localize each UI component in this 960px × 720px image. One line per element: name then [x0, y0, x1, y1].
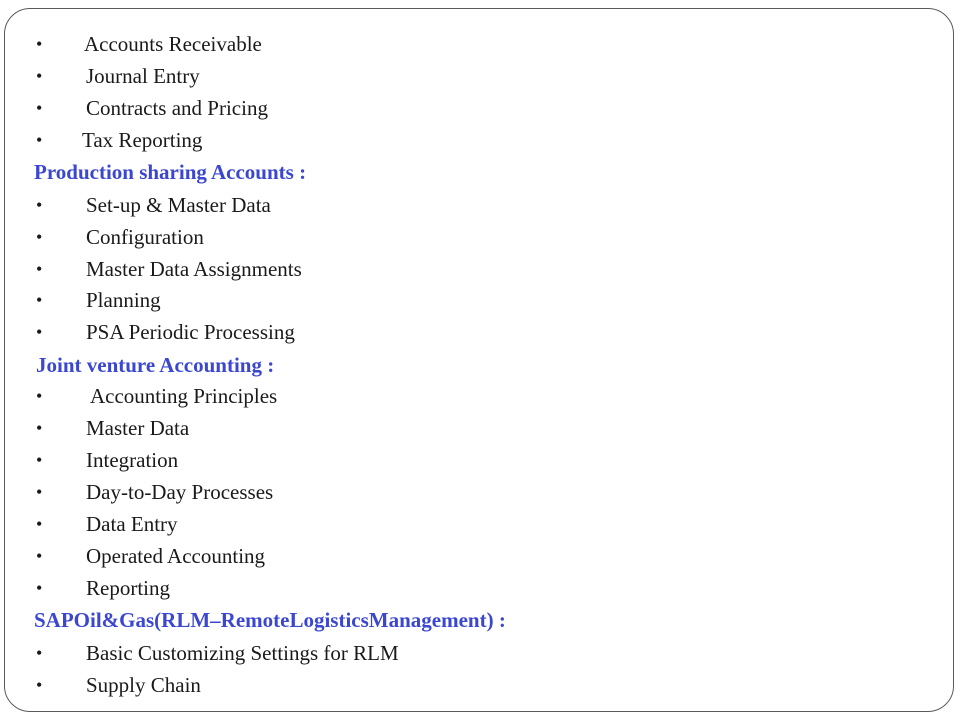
list-item-label: Master Data Assignments [86, 257, 302, 281]
bullet-icon: • [36, 546, 43, 566]
list-item-label: Operated Accounting [86, 544, 266, 568]
list-item-label: Contracts and Pricing [86, 96, 268, 120]
bullet-icon: • [36, 514, 43, 534]
list-item-label: Tax Reporting [82, 128, 203, 152]
bullet-icon: • [36, 322, 43, 342]
bullet-icon: • [36, 418, 43, 438]
list-item-label: Set-up & Master Data [86, 193, 271, 217]
bullet-icon: • [36, 643, 43, 663]
list-item-label: Data Entry [86, 512, 178, 536]
bullet-icon: • [36, 34, 43, 54]
list-item-label: Day-to-Day Processes [86, 480, 274, 504]
list-item-label: Configuration [86, 225, 204, 249]
list-item-label: Accounting Principles [90, 384, 278, 408]
section-heading-rlm: SAPOil&Gas(RLM–RemoteLogisticsManagement) : [34, 608, 506, 632]
list-item-label: Basic Customizing Settings for RLM [86, 641, 399, 665]
list-item-label: Journal Entry [86, 64, 200, 88]
bullet-icon: • [36, 66, 43, 86]
bullet-icon: • [36, 195, 43, 215]
list-item-label: Planning [86, 288, 161, 312]
bullet-icon: • [36, 578, 43, 598]
list-item-label: Master Data [86, 416, 190, 440]
bullet-icon: • [36, 290, 43, 310]
bullet-icon: • [36, 675, 43, 695]
bullet-icon: • [36, 259, 43, 279]
list-item-label: Accounts Receivable [84, 32, 262, 56]
section-heading-production-sharing: Production sharing Accounts : [34, 160, 307, 184]
bullet-icon: • [36, 227, 43, 247]
list-item-label: PSA Periodic Processing [86, 320, 295, 344]
bullet-icon: • [36, 386, 43, 406]
bullet-icon: • [36, 130, 43, 150]
list-item-label: Reporting [86, 576, 170, 600]
bullet-icon: • [36, 482, 43, 502]
bullet-icon: • [36, 98, 43, 118]
list-item-label: Supply Chain [86, 673, 201, 697]
section-heading-joint-venture: Joint venture Accounting : [36, 353, 275, 377]
bullet-icon: • [36, 450, 43, 470]
list-item-label: Integration [86, 448, 179, 472]
